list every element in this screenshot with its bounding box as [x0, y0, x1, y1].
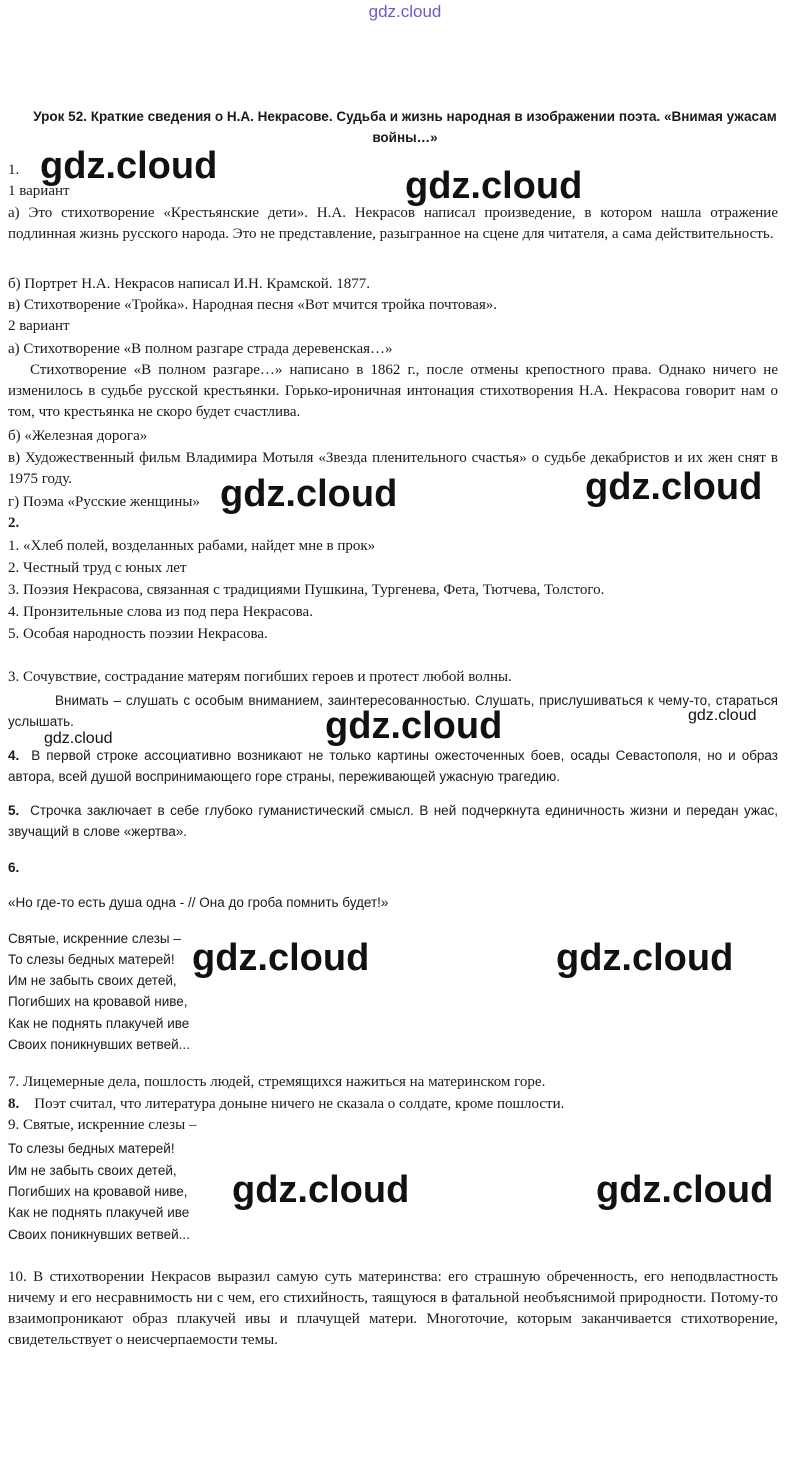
poem-line: Как не поднять плакучей иве [8, 1016, 190, 1031]
watermark: gdz.cloud [220, 473, 398, 515]
watermark: gdz.cloud [232, 1169, 410, 1211]
watermark: gdz.cloud [585, 466, 763, 508]
answer-2a-text: Стихотворение «В полном разгаре…» написано в 1862 г., после отмены крепостного права. Однако ничего не изменилось в судьбе русской крестьянки. Горько-ироничная интонация стихотворения Н.А. Некрасова говорит нам о том, что крестьянка не скоро будет счастлива. [8, 362, 778, 420]
section-1-number: 1. [8, 162, 20, 178]
section-8-text [8, 1094, 564, 1115]
page-title: Урок 52. Краткие сведения о Н.А. Некрасове. Судьба и жизнь народная в изображении поэта. «Внимая ужасам войны…» [33, 109, 777, 145]
section-7-text: 7. Лицемерные дела, пошлость людей, стремящихся нажиться на материнском горе. [8, 1074, 546, 1090]
answer-2v: в) Художественный фильм Владимира Мотыля «Звезда пленительного счастья» о судьбе декабристов и их жен снят в 1975 году. [8, 450, 778, 487]
top-watermark[interactable]: gdz.cloud [368, 2, 442, 21]
watermark: gdz.cloud [556, 937, 734, 979]
answer-2b: б) «Железная дорога» [8, 428, 148, 444]
watermark: gdz.cloud [192, 937, 370, 979]
answer-2a: а) Стихотворение «В полном разгаре страда деревенская…» [8, 341, 393, 357]
poem-line: Погибших на кровавой ниве, [8, 1184, 188, 1199]
watermark: gdz.cloud [325, 705, 503, 747]
poem-line: Как не поднять плакучей иве [8, 1205, 190, 1220]
poem-line: То слезы бедных матерей! [8, 1141, 175, 1156]
section-6-quote: «Но где-то есть душа одна - // Она до гроба помнить будет!» [8, 895, 389, 910]
section-2-item: 4. Пронзительные слова из под пера Некрасова. [8, 604, 313, 620]
section-5-body: Строчка заключает в себе глубоко гуманистический смысл. В ней подчеркнута единичность жизни и передан ужас, звучащий в слове «жертва». [8, 803, 778, 839]
section-8-number: 8. [8, 1096, 20, 1112]
poem-line: Святые, искренние слезы – [8, 931, 181, 946]
watermark-small: gdz.cloud [688, 707, 757, 724]
section-5-text [8, 800, 778, 842]
section-2-item: 1. «Хлеб полей, возделанных рабами, найдет мне в прок» [8, 538, 376, 554]
poem-line: Своих поникнувших ветвей... [8, 1227, 190, 1242]
section-2-item: 5. Особая народность поэзии Некрасова. [8, 626, 268, 642]
section-4-number: 4. [8, 748, 20, 763]
watermark: gdz.cloud [40, 145, 218, 187]
poem-line: Им не забыть своих детей, [8, 1163, 177, 1178]
poem-line: Своих поникнувших ветвей... [8, 1037, 190, 1052]
watermark: gdz.cloud [405, 165, 583, 207]
poem-line: Им не забыть своих детей, [8, 973, 177, 988]
section-8-body: Поэт считал, что литература доныне ничего не сказала о солдате, кроме пошлости. [34, 1096, 565, 1112]
section-4-text [8, 745, 778, 787]
poem-line: Погибших на кровавой ниве, [8, 994, 188, 1009]
watermark-small: gdz.cloud [44, 730, 113, 747]
section-9-first: 9. Святые, искренние слезы – [8, 1117, 197, 1133]
section-2-item: 2. Честный труд с юных лет [8, 560, 187, 576]
watermark: gdz.cloud [596, 1169, 774, 1211]
section-2-item: 3. Поэзия Некрасова, связанная с традициями Пушкина, Тургенева, Фета, Тютчева, Толстого. [8, 582, 605, 598]
answer-1b: б) Портрет Н.А. Некрасов написал И.Н. Крамской. 1877. [8, 276, 370, 292]
section-3-definition: Внимать – слушать с особым вниманием, заинтересованностью. Слушать, прислушиваться к чему-то, стараться услышать. [8, 693, 778, 729]
section-10-text: 10. В стихотворении Некрасов выразил самую суть материнства: его страшную обреченность, его неподвластность ничему и его несравнимость ни с чем, его стихийность, таящуюся в фатальной необъяснимой природности. Потому-то взаимопроникают образ плакучей ивы и плачущей матери. Многоточие, которым заканчивается стихотворение, свидетельствует о неисчерпаемости темы. [8, 1269, 778, 1348]
poem-line: То слезы бедных матерей! [8, 952, 175, 967]
answer-1v: в) Стихотворение «Тройка». Народная песня «Вот мчится тройка почтовая». [8, 297, 498, 313]
variant-2-label: 2 вариант [8, 318, 70, 334]
answer-2g: г) Поэма «Русские женщины» [8, 494, 200, 510]
answer-1a: а) Это стихотворение «Крестьянские дети». Н.А. Некрасов написал произведение, в котором нашла отражение подлинная жизнь русского народа. Это не представление, разыгранное на сцене для читателя, а сама действительность. [8, 205, 778, 242]
section-2-number: 2. [8, 515, 20, 531]
section-4-body: В первой строке ассоциативно возникают не только картины ожесточенных боев, осады Севастополя, но и образ автора, всей душой воспринимающего горе страны, переживающей ужасную трагедию. [8, 748, 778, 784]
section-5-number: 5. [8, 803, 20, 818]
section-6-number: 6. [8, 860, 20, 875]
section-3-text: 3. Сочувствие, сострадание матерям погибших героев и протест любой волны. [8, 669, 512, 685]
variant-1-label: 1 вариант [8, 183, 70, 199]
